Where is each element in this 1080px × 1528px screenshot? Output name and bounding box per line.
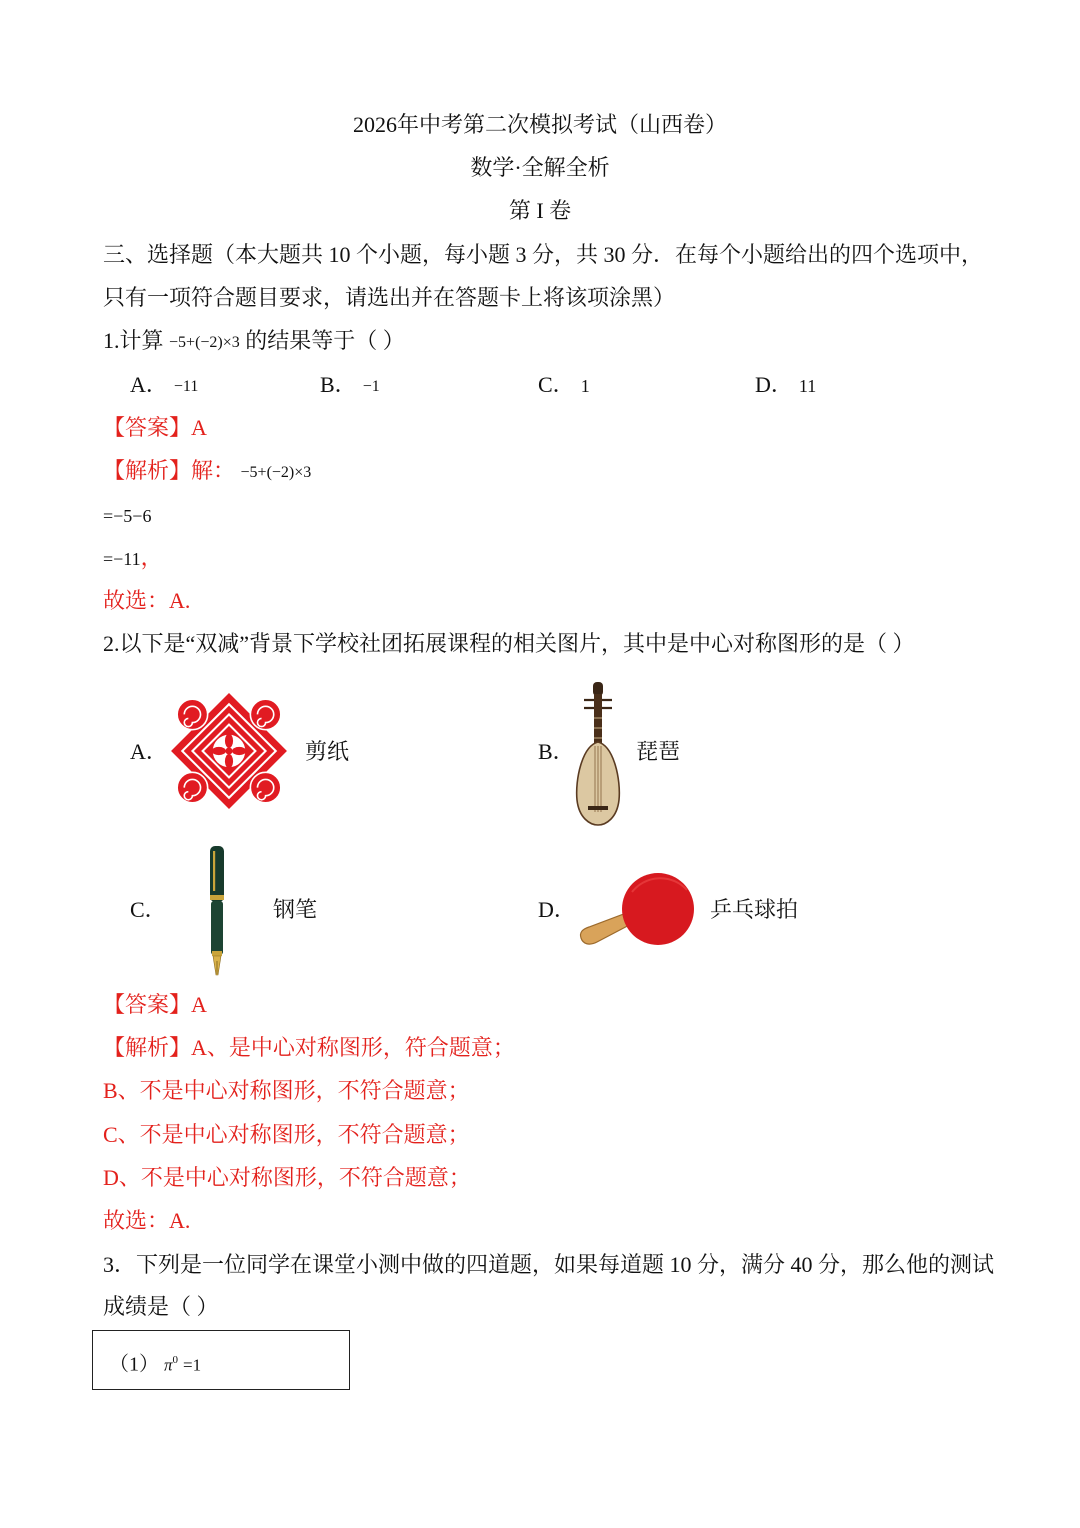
q1-analysis-label: 【解析】解： <box>103 458 236 483</box>
q3-item-box <box>92 1330 350 1390</box>
paper-cut-image <box>168 690 290 812</box>
q2-analysis-line: D、不是中心对称图形，不符合题意； <box>103 1165 471 1190</box>
q2-analysis-line: 【解析】A、是中心对称图形，符合题意； <box>103 1035 515 1060</box>
q1-conclusion: 故选：A. <box>103 588 191 613</box>
option-label: C． <box>538 372 575 397</box>
step-text: =−5−6 <box>103 506 152 526</box>
fountain-pen-image <box>204 845 230 977</box>
option-label: A． <box>130 372 168 397</box>
q1-analysis-expression: −5+(−2)×3 <box>240 464 312 481</box>
q2-analysis-line: B、不是中心对称图形，不符合题意； <box>103 1078 470 1103</box>
q2-option-a-label: A． <box>130 739 168 764</box>
q2-option-a-caption: 剪纸 <box>305 739 350 764</box>
q1-step-2 <box>103 543 163 573</box>
option-label: D． <box>755 372 793 397</box>
exam-subtitle: 数学·全解全析 <box>470 155 610 180</box>
q2-option-d-caption: 乒乓球拍 <box>710 897 799 922</box>
q1-option-d <box>755 370 816 400</box>
q3-stem-line-1: 3．下列是一位同学在课堂小测中做的四道题，如果每道题 10 分，满分 40 分，那么他的测试 <box>103 1252 995 1277</box>
q1-analysis <box>103 456 311 486</box>
section-heading-line-2: 只有一项符合题目要求，请选出并在答题卡上将该项涂黑） <box>103 285 676 310</box>
q1-step-1 <box>103 500 151 530</box>
q1-answer: 【答案】A <box>103 415 207 440</box>
q2-option-b-label: B． <box>538 739 575 764</box>
q1-option-b <box>320 370 380 400</box>
option-label: B． <box>320 372 357 397</box>
volume-heading: 第 I 卷 <box>508 198 572 223</box>
pi-symbol: π <box>164 1355 173 1375</box>
q2-option-b-caption: 琵琶 <box>636 739 681 764</box>
q2-analysis-line: C、不是中心对称图形，不符合题意； <box>103 1122 470 1147</box>
q1-stem-suffix: 的结果等于（ ） <box>245 328 405 353</box>
step-end: ， <box>140 545 163 570</box>
exponent: 0 <box>172 1354 179 1366</box>
q3-item-1 <box>109 1345 201 1375</box>
q1-stem <box>103 326 405 356</box>
option-value: −11 <box>173 378 199 395</box>
q2-stem: 2.以下是“双减”背景下学校社团拓展课程的相关图片，其中是中心对称图形的是（ ） <box>103 631 915 656</box>
q1-option-c <box>538 370 590 400</box>
option-value: 11 <box>798 376 817 396</box>
q2-option-c-label: C． <box>130 897 167 922</box>
q2-option-c-caption: 钢笔 <box>273 897 318 922</box>
option-value: −1 <box>362 378 380 395</box>
option-value: 1 <box>580 376 590 396</box>
q1-stem-prefix: 1.计算 <box>103 328 164 353</box>
q3-stem-line-2: 成绩是（ ） <box>103 1294 219 1319</box>
q1-expression: −5+(−2)×3 <box>169 334 240 351</box>
pipa-image <box>574 680 622 826</box>
q2-answer: 【答案】A <box>103 992 207 1017</box>
q2-conclusion: 故选：A. <box>103 1208 191 1233</box>
item-label: （1） <box>109 1353 159 1376</box>
exam-title: 2026年中考第二次模拟考试（山西卷） <box>352 112 727 137</box>
q2-option-d-label: D． <box>538 897 576 922</box>
ping-pong-paddle-image <box>577 872 697 948</box>
step-text: =−11 <box>103 549 141 569</box>
q1-option-a <box>130 370 198 400</box>
item-rhs: =1 <box>183 1355 202 1375</box>
section-heading-line-1: 三、选择题（本大题共 10 个小题，每小题 3 分，共 30 分．在每个小题给出的四个选项中， <box>103 242 984 267</box>
